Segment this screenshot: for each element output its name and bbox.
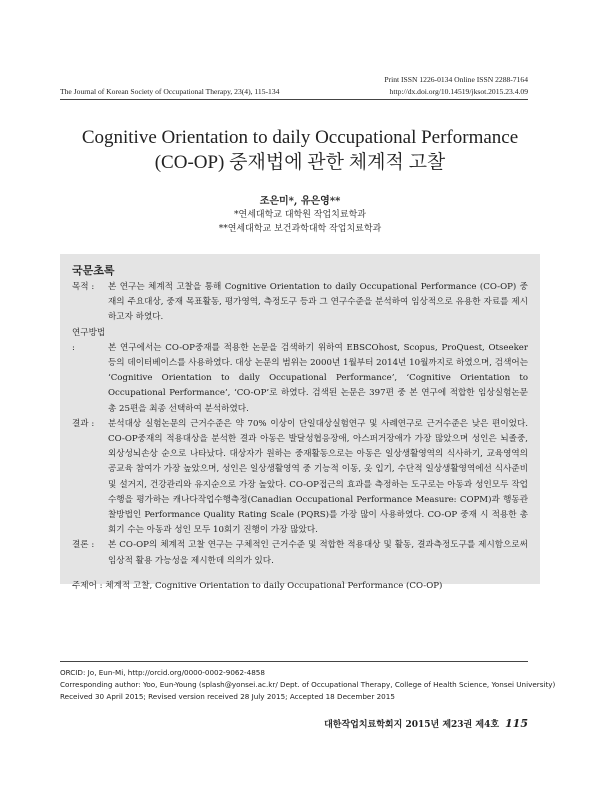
affiliation-2: **연세대학교 보건과학대학 작업치료학과	[218, 224, 382, 234]
section-label: 연구방법 :	[72, 327, 106, 353]
abstract-methods	[72, 326, 528, 417]
title-line-1: Cognitive Orientation to daily Occupational Performance	[81, 127, 519, 148]
abstract-conclusion	[72, 538, 528, 568]
keywords: 주제어 : 체계적 고찰, Cognitive Orientation to daily Occupational Performance (CO-OP)	[72, 580, 443, 591]
journal-citation: The Journal of Korean Society of Occupational Therapy, 23(4), 115-134	[60, 87, 280, 96]
orcid-footnote: ORCID: Jo, Eun-Mi, http://orcid.org/0000-0002-9062-4858	[60, 668, 265, 677]
issn: Print ISSN 1226-0134 Online ISSN 2288-7164	[384, 75, 528, 84]
footnote-rule	[60, 661, 528, 662]
section-text: 본 연구는 체계적 고찰을 통해 Cognitive Orientation to daily Occupational Performance (CO-OP) 중재의 주요대상, 중재 목표활동, 평가영역, 측정도구 등과 그 연구수준을 분석하여 임상적으로 유용한 자료를 제시하고자 하였다.	[108, 282, 528, 323]
authors: 조은미*, 유은영**	[259, 196, 341, 207]
section-label: 결과 :	[72, 418, 95, 429]
section-label: 결론 :	[72, 540, 95, 551]
footer-journal: 대한작업치료학회지 2015년 제23권 제4호	[324, 720, 500, 730]
page-number: 115	[505, 717, 528, 730]
section-text: 본 연구에서는 CO-OP중재를 적용한 논문을 검색하기 위하여 EBSCOhost, Scopus, ProQuest, Otseeker 등의 데이터베이스를 사용하였다. 대상 논문의 범위는 2000년 1월부터 2014년 10월까지로 하였으며, 검색어는 ‘Cognitive Orientation to daily Occupational Performance’, ‘Cognitive Orientation to Occupational Performance’, ‘CO-OP’로 하였다. 검색된 논문은 397편 중 본 연구에 적합한 임상실험논문 총 25편을 최종 선택하여 분석하였다.	[108, 342, 528, 414]
doi: http://dx.doi.org/10.14519/jksot.2015.23.4.09	[389, 87, 528, 96]
title-line-2: (CO-OP) 중재법에 관한 체계적 고찰	[154, 152, 446, 173]
section-text: 분석대상 실험논문의 근거수준은 약 70% 이상이 단일대상실험연구 및 사례연구로 근거수준은 낮은 편이었다. CO-OP중재의 적용대상을 분석한 결과 아동은 발달성협응장애, 아스퍼거장애가 가장 많았으며 성인은 뇌졸중, 외상성뇌손상 순으로 나타났다. 대상자가 원하는 중재활동으로는 아동은 일상생활영역의 식사하기, 교육영역의 공교육 참여가 가장 높았으며, 성인은 일상생활영역 중 기능적 이동, 옷 입기, 수단적 일상생활영역에선 식사준비 및 설거지, 건강관리와 유지순으로 가장 높았다. CO-OP접근의 효과를 측정하는 도구로는 아동과 성인모두 작업수행을 평가하는 캐나다작업수행측정(Canadian Occupational Performance Measure: COPM)과 행동관찰방법인 Performance Quality Rating Scale (PQRS)를 가장 많이 사용하였다. CO-OP 중재 시 적용한 총 회기 수는 아동과 성인 모두 10회기 진행이 가장 많았다.	[108, 418, 528, 536]
received-dates: Received 30 April 2015; Revised version received 28 July 2015; Accepted 18 December 2015	[60, 692, 395, 701]
abstract-box	[60, 254, 540, 591]
page-footer	[324, 717, 528, 730]
corresponding-author: Corresponding author: Yoo, Eun-Young (splash@yonsei.ac.kr/ Dept. of Occupational Therapy, College of Health Science, Yonsei University)	[60, 680, 556, 689]
abstract-results	[72, 417, 528, 539]
header-rule	[60, 99, 528, 100]
affiliation-1: *연세대학교 대학원 작업치료학과	[234, 210, 366, 220]
abstract-purpose	[72, 280, 528, 326]
paper-title	[60, 125, 540, 175]
section-text: 본 CO-OP의 체계적 고찰 연구는 구체적인 근거수준 및 적합한 적용대상 및 활동, 결과측정도구를 제시함으로써 임상적 활용 가능성을 제시한데 의의가 있다.	[108, 540, 528, 566]
abstract-heading: 국문초록	[72, 264, 115, 277]
section-label: 목적 :	[72, 282, 95, 292]
issn-doi-block	[384, 74, 528, 98]
